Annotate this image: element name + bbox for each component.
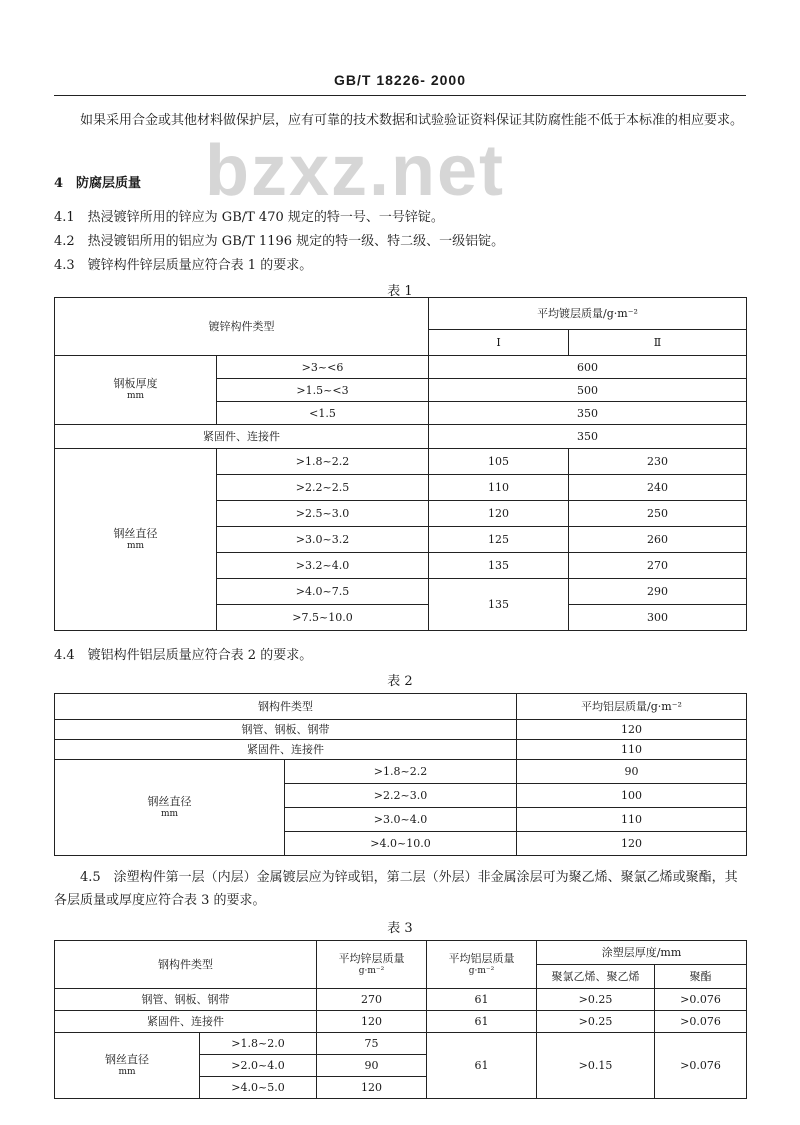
t1-wire-I-3: 125 <box>429 527 569 553</box>
t1-wire-range-0: >1.8~2.2 <box>217 449 429 475</box>
t1-wire-range-4: >3.2~4.0 <box>217 553 429 579</box>
t1-plate-label: 钢板厚度 mm <box>55 356 217 425</box>
t1-header-avg: 平均镀层质量/g·m⁻² <box>429 298 747 330</box>
t1-wire-II-4: 270 <box>569 553 747 579</box>
t1-wire-I-4: 135 <box>429 553 569 579</box>
clause-4-4: 4.4 镀铝构件铝层质量应符合表 2 的要求。 <box>54 648 313 663</box>
t3-r2-polyester: >0.076 <box>655 1011 747 1033</box>
t1-wire-I-0: 105 <box>429 449 569 475</box>
t1-header-type: 镀锌构件类型 <box>55 298 429 356</box>
table-1-caption: 表 1 <box>387 284 413 299</box>
t1-fastener-label: 紧固件、连接件 <box>55 425 429 449</box>
t1-wire-II-3: 260 <box>569 527 747 553</box>
t1-plate-value-1: 500 <box>429 379 747 402</box>
t2-wire-range-1: >2.2~3.0 <box>285 784 517 808</box>
t2-r1-value: 120 <box>517 720 747 740</box>
t3-r2-al: 61 <box>427 1011 537 1033</box>
t3-r2-pe: >0.25 <box>537 1011 655 1033</box>
clause-4-5: 4.5 涂塑构件第一层（内层）金属镀层应为锌或铝，第二层（外层）非金属涂层可为聚乙烯、聚氯乙烯或聚酯，其各层质量或厚度应符合表 3 的要求。 <box>54 870 738 908</box>
t1-wire-II-5: 290 <box>569 579 747 605</box>
t3-r2-zn: 120 <box>317 1011 427 1033</box>
t2-r1-label: 钢管、钢板、钢带 <box>55 720 517 740</box>
t3-r1-zn: 270 <box>317 989 427 1011</box>
t3-header-coating: 涂塑层厚度/mm <box>537 941 747 965</box>
table-3 <box>54 940 747 1099</box>
t1-wire-I-1: 110 <box>429 475 569 501</box>
t3-r1-pe: >0.25 <box>537 989 655 1011</box>
t1-wire-II-6: 300 <box>569 605 747 631</box>
t1-wire-range-6: >7.5~10.0 <box>217 605 429 631</box>
t3-r1-al: 61 <box>427 989 537 1011</box>
t1-wire-II-0: 230 <box>569 449 747 475</box>
t1-wire-II-2: 250 <box>569 501 747 527</box>
t2-header-type: 钢构件类型 <box>55 694 517 720</box>
t1-wire-I-2: 120 <box>429 501 569 527</box>
t3-wire-zn-0: 75 <box>317 1033 427 1055</box>
t2-wire-range-2: >3.0~4.0 <box>285 808 517 832</box>
t2-r2-value: 110 <box>517 740 747 760</box>
t1-plate-range-2: <1.5 <box>217 402 429 425</box>
t2-wire-value-2: 110 <box>517 808 747 832</box>
t1-wire-label: 钢丝直径 mm <box>55 449 217 631</box>
t1-fastener-value: 350 <box>429 425 747 449</box>
t1-plate-value-0: 600 <box>429 356 747 379</box>
t2-wire-range-3: >4.0~10.0 <box>285 832 517 856</box>
clause-4-2: 4.2 热浸镀铝所用的铝应为 GB/T 1196 规定的特一级、特二级、一级铝锭。 <box>54 234 505 249</box>
t1-header-II: Ⅱ <box>569 330 747 356</box>
t3-r1-polyester: >0.076 <box>655 989 747 1011</box>
t3-header-type: 钢构件类型 <box>55 941 317 989</box>
t3-header-polyester: 聚酯 <box>655 965 747 989</box>
t3-wire-label: 钢丝直径 mm <box>55 1033 200 1099</box>
table-3-caption: 表 3 <box>387 921 413 936</box>
t1-wire-II-1: 240 <box>569 475 747 501</box>
clause-4-3: 4.3 镀锌构件锌层质量应符合表 1 的要求。 <box>54 258 313 273</box>
t3-header-pe: 聚氯乙烯、聚乙烯 <box>537 965 655 989</box>
t1-wire-range-2: >2.5~3.0 <box>217 501 429 527</box>
t1-plate-value-2: 350 <box>429 402 747 425</box>
clause-4-1: 4.1 热浸镀锌所用的锌应为 GB/T 470 规定的特一号、一号锌锭。 <box>54 210 444 225</box>
t3-wire-pe: >0.15 <box>537 1033 655 1099</box>
t3-wire-polyester: >0.076 <box>655 1033 747 1099</box>
t3-wire-range-1: >2.0~4.0 <box>200 1055 317 1077</box>
table-2-caption: 表 2 <box>387 674 413 689</box>
t3-r1-label: 钢管、钢板、钢带 <box>55 989 317 1011</box>
t2-wire-range-0: >1.8~2.2 <box>285 760 517 784</box>
t3-r2-label: 紧固件、连接件 <box>55 1011 317 1033</box>
watermark: bzxz.net <box>205 131 506 211</box>
t3-wire-al: 61 <box>427 1033 537 1099</box>
t2-r2-label: 紧固件、连接件 <box>55 740 517 760</box>
t3-wire-range-0: >1.8~2.0 <box>200 1033 317 1055</box>
t1-wire-I-5: 135 <box>429 579 569 631</box>
page-header: GB/T 18226- 2000 <box>334 72 466 88</box>
intro-paragraph: 如果采用合金或其他材料做保护层，应有可靠的技术数据和试验验证资料保证其防腐性能不低于本标准的相应要求。 <box>80 113 744 128</box>
t3-header-zn: 平均锌层质量 g·m⁻² <box>317 941 427 989</box>
t3-wire-range-2: >4.0~5.0 <box>200 1077 317 1099</box>
t1-header-I: Ⅰ <box>429 330 569 356</box>
t2-wire-label: 钢丝直径 mm <box>55 760 285 856</box>
t3-header-al: 平均铝层质量 g·m⁻² <box>427 941 537 989</box>
t2-header-avg: 平均铝层质量/g·m⁻² <box>517 694 747 720</box>
t1-wire-range-3: >3.0~3.2 <box>217 527 429 553</box>
t2-wire-value-1: 100 <box>517 784 747 808</box>
header-rule <box>54 95 746 96</box>
t3-wire-zn-2: 120 <box>317 1077 427 1099</box>
t1-wire-range-1: >2.2~2.5 <box>217 475 429 501</box>
t1-wire-range-5: >4.0~7.5 <box>217 579 429 605</box>
t1-plate-range-0: >3~<6 <box>217 356 429 379</box>
table-1 <box>54 297 747 631</box>
t3-wire-zn-1: 90 <box>317 1055 427 1077</box>
table-2 <box>54 693 747 856</box>
t2-wire-value-0: 90 <box>517 760 747 784</box>
t1-plate-range-1: >1.5~<3 <box>217 379 429 402</box>
section-4-heading: 4 防腐层质量 <box>54 176 142 191</box>
t2-wire-value-3: 120 <box>517 832 747 856</box>
